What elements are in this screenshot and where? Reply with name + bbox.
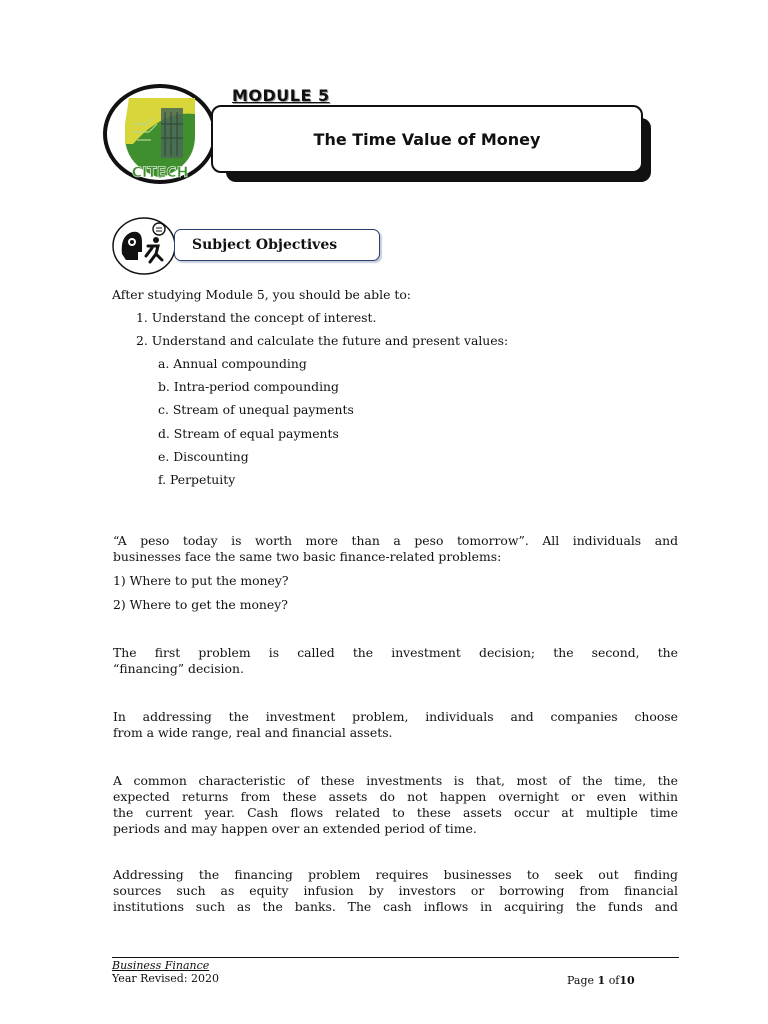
objectives-heading-box <box>174 229 380 261</box>
question-line: 2) Where to get the money? <box>113 597 288 612</box>
objective-subitem: c. Stream of unequal payments <box>158 402 354 417</box>
paragraph-line: sources such as equity infusion by investors or borrowing from financial <box>113 883 678 898</box>
footer-subject: Business Finance <box>112 959 210 972</box>
paragraph-line: Addressing the financing problem requires businesses to seek out finding <box>113 867 678 882</box>
title-box <box>211 105 643 173</box>
objective-subitem: f. Perpetuity <box>158 472 236 487</box>
paragraph-line: The first problem is called the investment decision; the second, the <box>113 645 678 660</box>
objectives-intro: After studying Module 5, you should be able to: <box>112 287 411 302</box>
paragraph-line: “financing” decision. <box>113 661 244 676</box>
objective-item: 1. Understand the concept of interest. <box>136 310 377 325</box>
question-line: 1) Where to put the money? <box>113 573 289 588</box>
footer-year-revised: Year Revised: 2020 <box>112 972 220 985</box>
objective-subitem: a. Annual compounding <box>158 356 307 371</box>
objective-subitem: b. Intra-period compounding <box>158 379 339 394</box>
citech-logo <box>103 84 217 184</box>
objectives-heading: Subject Objectives <box>192 237 338 253</box>
paragraph-line: expected returns from these assets do not happen overnight or even within <box>113 789 678 804</box>
svg-text:CITECH: CITECH <box>131 165 189 181</box>
page-number: Page 1 of10 <box>567 974 635 987</box>
paragraph-line: In addressing the investment problem, individuals and companies choose <box>113 709 678 724</box>
objective-item: 2. Understand and calculate the future and present values: <box>136 333 509 348</box>
footer-rule <box>112 957 679 958</box>
module-label: MODULE 5 <box>232 86 330 105</box>
page-title: The Time Value of Money <box>313 129 541 149</box>
paragraph-line: “A peso today is worth more than a peso tomorrow”. All individuals and <box>113 533 678 548</box>
objective-subitem: d. Stream of equal payments <box>158 426 339 441</box>
paragraph-line: A common characteristic of these investments is that, most of the time, the <box>113 773 678 788</box>
paragraph-line: periods and may happen over an extended period of time. <box>113 821 477 836</box>
objectives-icon <box>112 216 182 276</box>
paragraph-line: businesses face the same two basic finance-related problems: <box>113 549 502 564</box>
paragraph-line: the current year. Cash flows related to these assets occur at multiple time <box>113 805 678 820</box>
objective-subitem: e. Discounting <box>158 449 249 464</box>
paragraph-line: from a wide range, real and financial assets. <box>113 725 393 740</box>
paragraph-line: institutions such as the banks. The cash inflows in acquiring the funds and <box>113 899 678 914</box>
